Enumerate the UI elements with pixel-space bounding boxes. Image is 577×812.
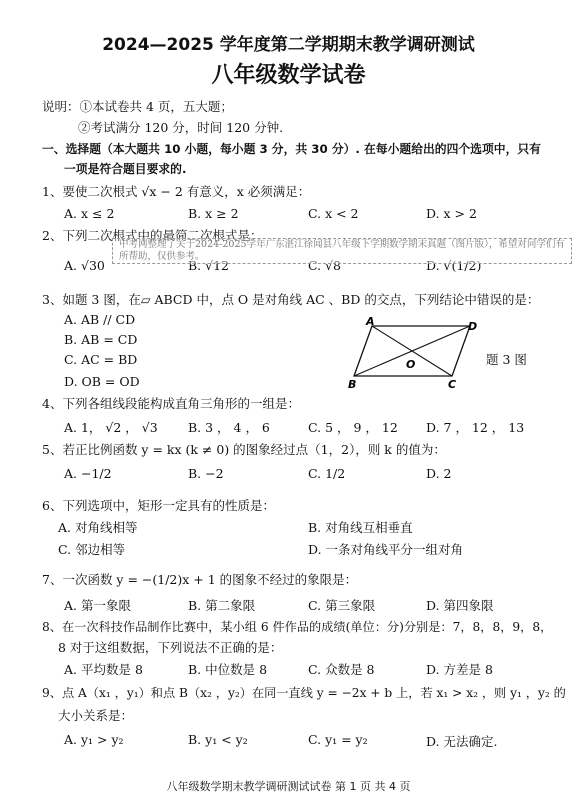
q5-option-d: D. 2 <box>426 466 452 481</box>
q2-option-a: A. √30 <box>64 258 105 273</box>
parallelogram-figure <box>340 316 490 392</box>
point-a-label: A <box>366 316 375 328</box>
q2-option-b: B. √12 <box>188 258 230 273</box>
q3-option-d: D. OB = OD <box>64 374 140 389</box>
section1-heading-2: 一项是符合题目要求的. <box>64 162 187 176</box>
q7-option-c: C. 第三象限 <box>308 598 376 613</box>
q1-option-c: C. x < 2 <box>308 206 359 221</box>
q5-option-c: C. 1/2 <box>308 466 346 481</box>
section1-heading: 一、选择题（本大题共 10 小题，每小题 3 分，共 30 分）. 在每小题给出的四个选项中，只有 <box>42 142 541 156</box>
q9-option-b: B. y₁ < y₂ <box>188 732 248 747</box>
instructions-line2: ②考试满分 120 分，时间 120 分钟. <box>78 120 284 135</box>
q8-stem: 8、在一次科技作品制作比赛中，某小组 6 件作品的成绩(单位：分)分别是：7，8，8，9，8， <box>42 620 553 634</box>
q8-option-c: C. 众数是 8 <box>308 662 375 677</box>
q4-option-c: C. 5 ， 9 ， 12 <box>308 420 398 435</box>
watermark-banner: 中考网整理了关于2024-2025学年广东湛江徐闻县八年级下学期数学期末真题（图片版），希望对同学们有所帮助，仅供参考。 <box>112 238 572 264</box>
q9-stem: 9、点 A（x₁ ，y₁）和点 B（x₂ ，y₂）在同一直线 y = −2x + b 上，若 x₁ > x₂ ，则 y₁ ，y₂ 的 <box>42 686 566 700</box>
q2-option-d: D. √(1/2) <box>426 258 482 273</box>
q1-option-a: A. x ≤ 2 <box>64 206 115 221</box>
q4-option-d: D. 7 ， 12 ， 13 <box>426 420 525 435</box>
q7-stem: 7、一次函数 y = −(1/2)x + 1 的图象不经过的象限是： <box>42 572 358 587</box>
q3-stem: 3、如题 3 图，在▱ ABCD 中，点 O 是对角线 AC 、BD 的交点，下列结论中错误的是： <box>42 292 540 307</box>
q3-option-a: A. AB // CD <box>64 312 136 327</box>
q9-option-c: C. y₁ = y₂ <box>308 732 368 747</box>
q8-option-a: A. 平均数是 8 <box>64 662 143 677</box>
exam-title: 2024—2025 学年度第二学期期末教学调研测试 <box>102 35 475 55</box>
q7-option-b: B. 第二象限 <box>188 598 256 613</box>
q6-stem: 6、下列选项中，矩形一定具有的性质是： <box>42 498 275 513</box>
q3-option-b: B. AB = CD <box>64 332 138 347</box>
point-o-label: O <box>406 358 416 371</box>
q8-option-d: D. 方差是 8 <box>426 662 493 677</box>
figure-3-label: 题 3 图 <box>486 352 527 367</box>
instructions-line1: 说明：①本试卷共 4 页，五大题； <box>42 99 233 114</box>
q1-option-d: D. x > 2 <box>426 206 477 221</box>
q3-option-c: C. AC = BD <box>64 352 138 367</box>
q4-stem: 4、下列各组线段能构成直角三角形的一组是： <box>42 396 300 411</box>
exam-subtitle: 八年级数学试卷 <box>211 62 366 88</box>
q8-option-b: B. 中位数是 8 <box>188 662 268 677</box>
page-footer: 八年级数学期末教学调研测试试卷 第 1 页 共 4 页 <box>166 780 411 793</box>
q6-option-d: D. 一条对角线平分一组对角 <box>308 542 464 557</box>
point-c-label: C <box>448 378 457 391</box>
q9-option-d: D. 无法确定. <box>426 734 498 749</box>
q1-option-b: B. x ≥ 2 <box>188 206 239 221</box>
q1-stem: 1、要使二次根式 √x − 2 有意义，x 必须满足： <box>42 184 311 199</box>
point-b-label: B <box>348 378 357 391</box>
q2-stem: 2、下列二次根式中的最简二次根式是： <box>42 228 263 243</box>
q5-stem: 5、若正比例函数 y = kx (k ≠ 0) 的图象经过点（1，2），则 k 的值为： <box>42 442 446 457</box>
q4-option-a: A. 1， √2 ， √3 <box>64 420 158 435</box>
q6-option-a: A. 对角线相等 <box>58 520 138 535</box>
point-d-label: D <box>468 320 478 333</box>
q9-option-a: A. y₁ > y₂ <box>64 732 124 747</box>
q8-stem-2: 8 对于这组数据，下列说法不正确的是： <box>58 640 283 655</box>
q9-stem-2: 大小关系是： <box>58 708 134 723</box>
q6-option-c: C. 邻边相等 <box>58 542 126 557</box>
q5-option-b: B. −2 <box>188 466 224 481</box>
q2-option-c: C. √8 <box>308 258 341 273</box>
q4-option-b: B. 3 ， 4 ， 6 <box>188 420 270 435</box>
q6-option-b: B. 对角线互相垂直 <box>308 520 413 535</box>
q5-option-a: A. −1/2 <box>64 466 112 481</box>
q7-option-d: D. 第四象限 <box>426 598 494 613</box>
q7-option-a: A. 第一象限 <box>64 598 131 613</box>
